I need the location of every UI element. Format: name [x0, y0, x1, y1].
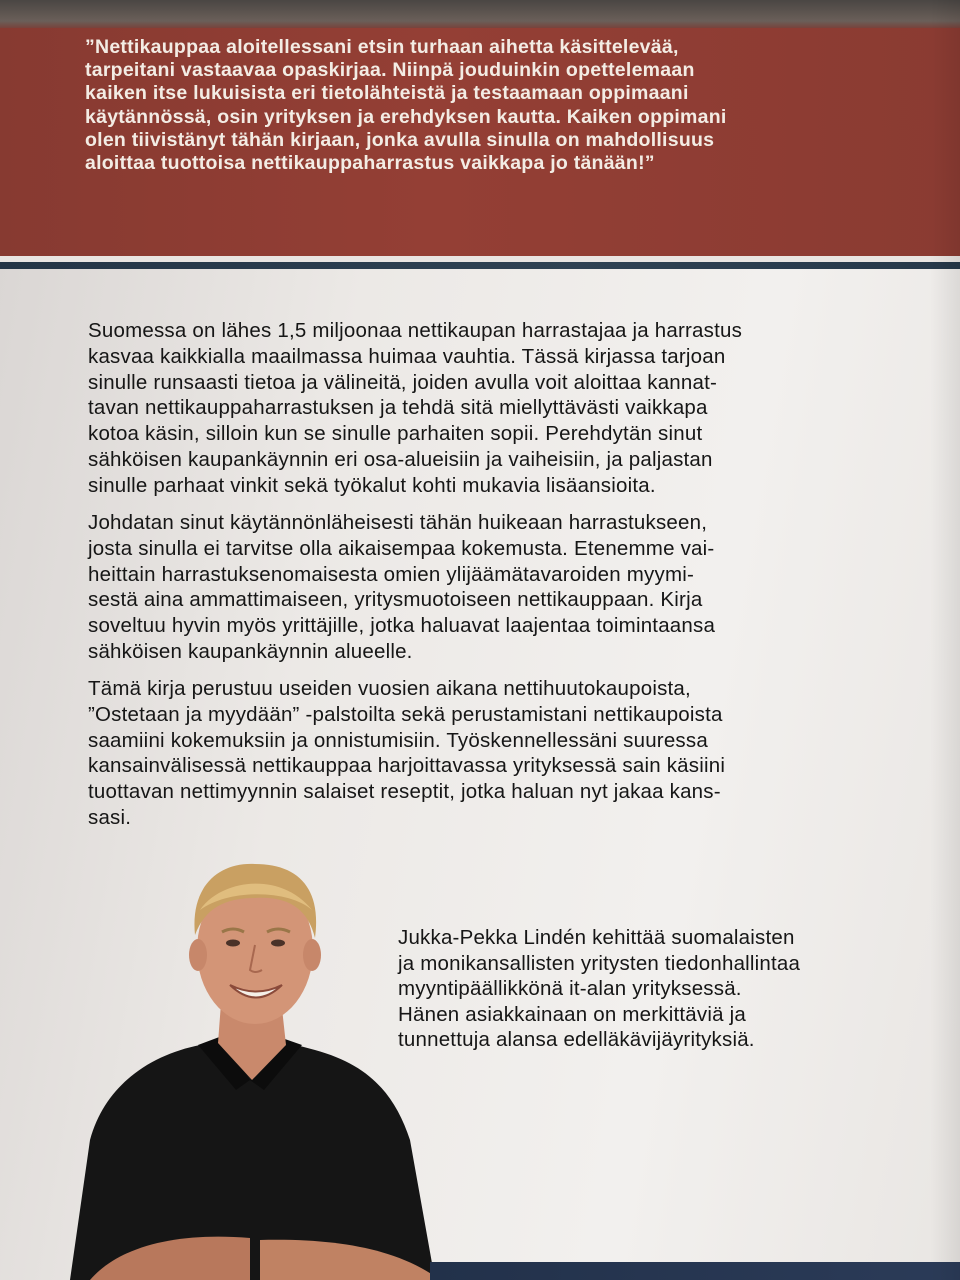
author-portrait — [50, 840, 450, 1280]
divider-dark-stripe — [0, 262, 960, 269]
top-edge — [0, 0, 960, 30]
author-bio: Jukka-Pekka Lindén kehittää suomalaisten ja monikansallisten yritysten tiedonhallintaa myyntipäällikkönä it-alan yrityksessä. Hänen asiakkainaan on merkittäviä ja tunnettuja alansa edelläkävijäyrityksiä. — [398, 926, 801, 1051]
bottom-band — [430, 1262, 960, 1280]
page-shadow — [930, 0, 960, 1280]
author-quote: ”Nettikauppaa aloitellessani etsin turhaan aihetta käsittelevää, tarpeitani vastaavaa opaskirjaa. Niinpä jouduinkin opettelemaan kaiken itse lukuisista eri tietolähteistä ja testaamaan oppimaani käytännössä, osin yrityksen ja erehdyksen kautta. Kaiken oppimani olen tiivistänyt tähän kirjaan, jonka avulla sinulla on mahdollisuus aloittaa tuottoisa nettikauppaharrastus vaikkapa jo tänään!” — [85, 36, 727, 175]
description-paragraph-3: Tämä kirja perustuu useiden vuosien aikana nettihuutokaupoista, ”Ostetaan ja myydään” -palstoilta sekä perustamistani nettikaupoista saamiini kokemuksiin ja onnistumisiin. Työskennellessäni suuressa kansainvälisessä nettikauppaa harjoittavassa yrityksessä sain käsiini tuottavan nettimyynnin salaiset reseptit, jotka haluan nyt jakaa kans- sasi. — [88, 677, 726, 829]
description-paragraph-2: Johdatan sinut käytännönläheisesti tähän huikeaan harrastukseen, josta sinulla ei tarvitse olla aikaisempaa kokemusta. Etenemme vai- heittain harrastuksenomaisesta omien ylijäämätavaroiden myymi- sestä aina ammattimaiseen, yritysmuotoiseen nettikauppaan. Kirja soveltuu hyvin myös yrittäjille, jotka haluavat laajentaa toimintaansa sähköisen kaupankäynnin alueelle. — [88, 511, 716, 663]
description-paragraph-1: Suomessa on lähes 1,5 miljoonaa nettikaupan harrastajaa ja harrastus kasvaa kaikkialla maailmassa huimaa vauhtia. Tässä kirjassa tarjoan sinulle runsaasti tietoa ja välineitä, joiden avulla voit aloittaa kannat- tavan nettikauppaharrastuksen ja tehdä sitä miellyttävästi vaikkapa kotoa käsin, silloin kun se sinulle parhaiten sopii. Perehdytän sinut sähköisen kaupankäynnin eri osa-alueisiin ja vaiheisiin, ja paljastan sinulle parhaat vinkit sekä työkalut kohti mukavia lisäansioita. — [88, 319, 743, 497]
